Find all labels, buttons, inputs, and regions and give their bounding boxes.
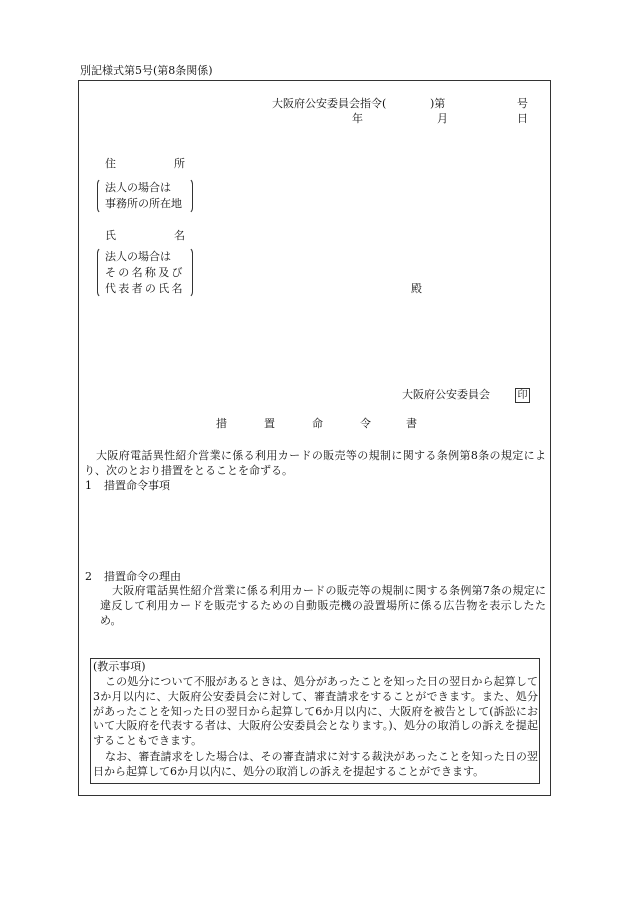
issuer-name: 大阪府公安委員会 <box>402 388 490 401</box>
form-label: 別記様式第5号(第8条関係) <box>80 64 213 77</box>
doc-number-suffix: 号 <box>517 97 528 110</box>
section1-number: 1 <box>85 479 92 492</box>
notice-paragraph-2: なお、審査請求をした場合は、その審査請求に対する裁決があったことを知った日の翌日から起算して6か月以内に、処分の取消しの訴えを提起することができます。 <box>93 750 538 778</box>
notice-paragraph-1: この処分について不服があるときは、処分があったことを知った日の翌日から起算して3か月以内に、大阪府公安委員会に対して、審査請求をすることができます。また、処分があったことを知った日の翌日から起算して6か月以内に、大阪府を被告として(訴訟において大阪府を代表する者は、大阪府公安委員会となります。)、処分の取消しの訴えを提起することもできます。 <box>93 675 538 748</box>
section2-title: 措置命令の理由 <box>104 570 181 583</box>
address-label-left: 住 <box>105 157 116 170</box>
section1-title: 措置命令事項 <box>104 479 170 492</box>
seal-stamp: 印 <box>515 388 530 403</box>
doc-number-prefix: 大阪府公安委員会指令( <box>272 97 387 110</box>
address-paren-line-2: 事務所の所在地 <box>105 197 182 210</box>
address-label-right: 所 <box>174 157 185 170</box>
date-year: 年 <box>352 112 363 125</box>
section2-body: 大阪府電話異性紹介営業に係る利用カードの販売等の規制に関する条例第7条の規定に違反して利用カードを販売するための自動販売機の設置場所に係る広告物を表示したため。 <box>100 584 546 627</box>
name-paren-line-1: 法人の場合は <box>105 250 171 263</box>
intro-paragraph: 大阪府電話異性紹介営業に係る利用カードの販売等の規制に関する条例第8条の規定により、次のとおり措置をとることを命ずる。 <box>84 449 546 477</box>
date-day: 日 <box>517 112 528 125</box>
address-paren-line-1: 法人の場合は <box>105 181 171 194</box>
name-label-left: 氏 <box>105 229 116 242</box>
title-char-5: 書 <box>406 417 417 430</box>
title-char-4: 令 <box>360 417 371 430</box>
title-char-3: 命 <box>312 417 323 430</box>
title-char-1: 措 <box>216 417 227 430</box>
title-char-2: 置 <box>264 417 275 430</box>
doc-number-middle: )第 <box>430 97 446 110</box>
date-month: 月 <box>437 112 448 125</box>
section2-number: 2 <box>85 570 92 583</box>
honorific: 殿 <box>411 282 422 295</box>
name-paren-line-3: 代表者の氏名 <box>105 282 185 295</box>
name-paren-line-2: その名称及び <box>105 266 185 279</box>
name-label-right: 名 <box>174 229 185 242</box>
notice-heading: (教示事項) <box>93 660 146 673</box>
